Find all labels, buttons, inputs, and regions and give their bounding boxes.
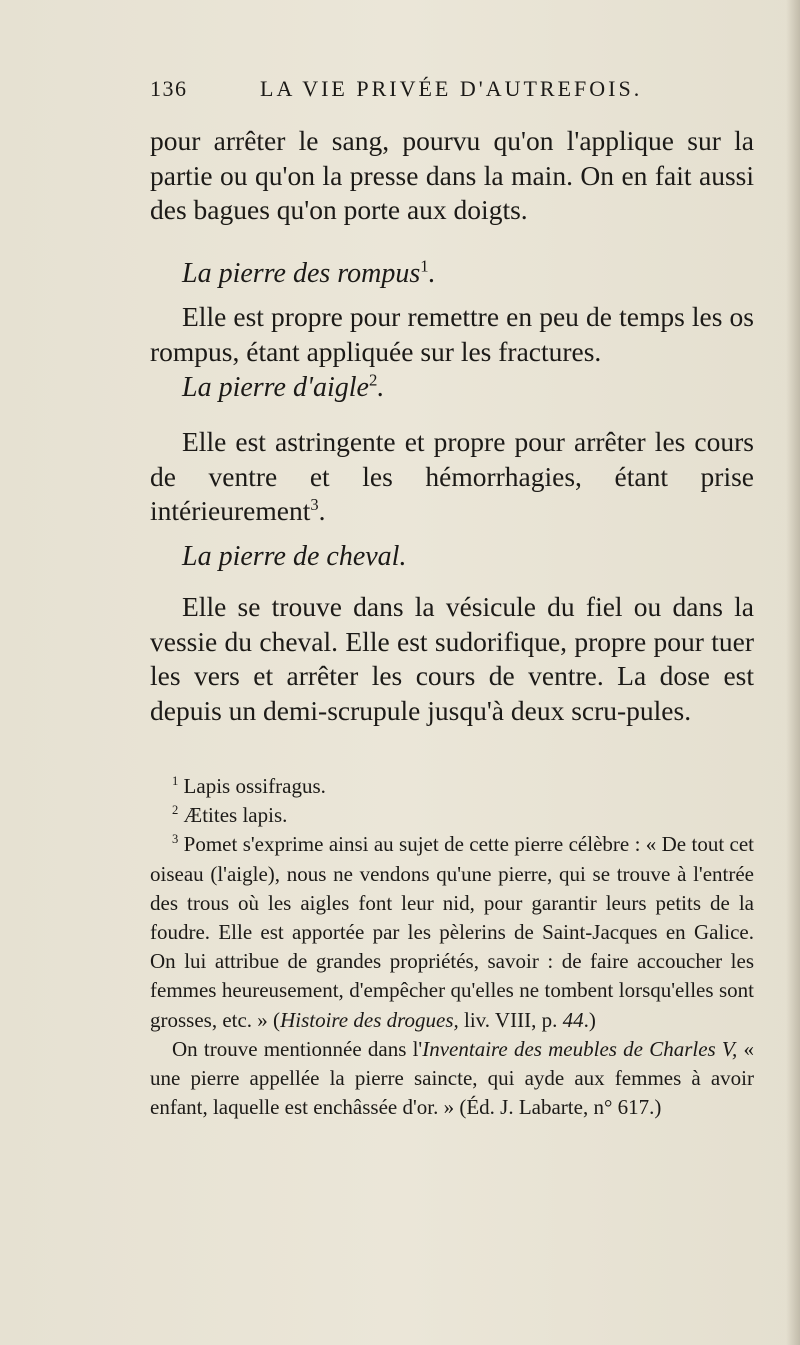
section-heading-cheval: La pierre de cheval.	[182, 541, 407, 572]
page-edge-shadow	[786, 0, 800, 1345]
running-title: LA VIE PRIVÉE D'AUTREFOIS.	[260, 76, 643, 101]
running-header	[150, 76, 750, 106]
footnotes	[150, 772, 754, 1122]
note-ref: 2	[368, 370, 378, 390]
section-text-cheval: Elle se trouve dans la vésicule du fiel ou dans la vessie du cheval. Elle est sudorifique, propre pour tuer les vers et arrêter les cours de ventre. La dose est depuis un demi-scrupule jusqu'à deux scru-pules.	[150, 591, 754, 726]
note-ref: 3	[310, 494, 319, 514]
section-text-rompus: Elle est propre pour remettre en peu de temps les os rompus, étant appliquée sur les fractures.	[150, 301, 754, 367]
footnote-3: $^3$ Pomet s'exprime ainsi au sujet de cette pierre célèbre : « De tout cet oiseau (l'aigle), nous ne vendons qu'une pierre, qui se trouve à l'entrée des trous où les aigles font leur nid, pour garantir leurs petits de la foudre. Elle est apportée par les pèlerins de Saint-Jacques en Galice. On lui attribue de grandes propriétés, savoir : de faire accoucher les femmes heureusement, d'empêcher qu'elles ne tombent lorsqu'elles sont grosses, etc. » (Histoire des drogues, liv. VIII, p. 44.)	[150, 832, 754, 1032]
note-ref: 1	[420, 256, 429, 276]
footnote-2: $^2$ Ætites lapis.	[172, 803, 288, 828]
section-heading-aigle: La pierre d'aigle$^2$.	[182, 370, 385, 403]
section-text-aigle: Elle est astringente et propre pour arrêter les cours de ventre et les hémorrhagies, étant prise intérieurement$^3$.	[150, 426, 754, 526]
section-heading-rompus: La pierre des rompus$^1$.	[182, 256, 436, 289]
intro-paragraph: pour arrêter le sang, pourvu qu'on l'applique sur la partie ou qu'on la presse dans la main. On en fait aussi des bagues qu'on porte aux doigts.	[150, 125, 754, 225]
footnote-3-continued: On trouve mentionnée dans l'Inventaire des meubles de Charles V, « une pierre appellée la pierre saincte, qui ayde aux femmes à avoir enfant, laquelle est enchâssée d'or. » (Éd. J. Labarte, n° 617.)	[150, 1036, 754, 1120]
page-number: 136	[150, 76, 188, 101]
footnote-1: $^1$ Lapis ossifragus.	[172, 774, 326, 798]
